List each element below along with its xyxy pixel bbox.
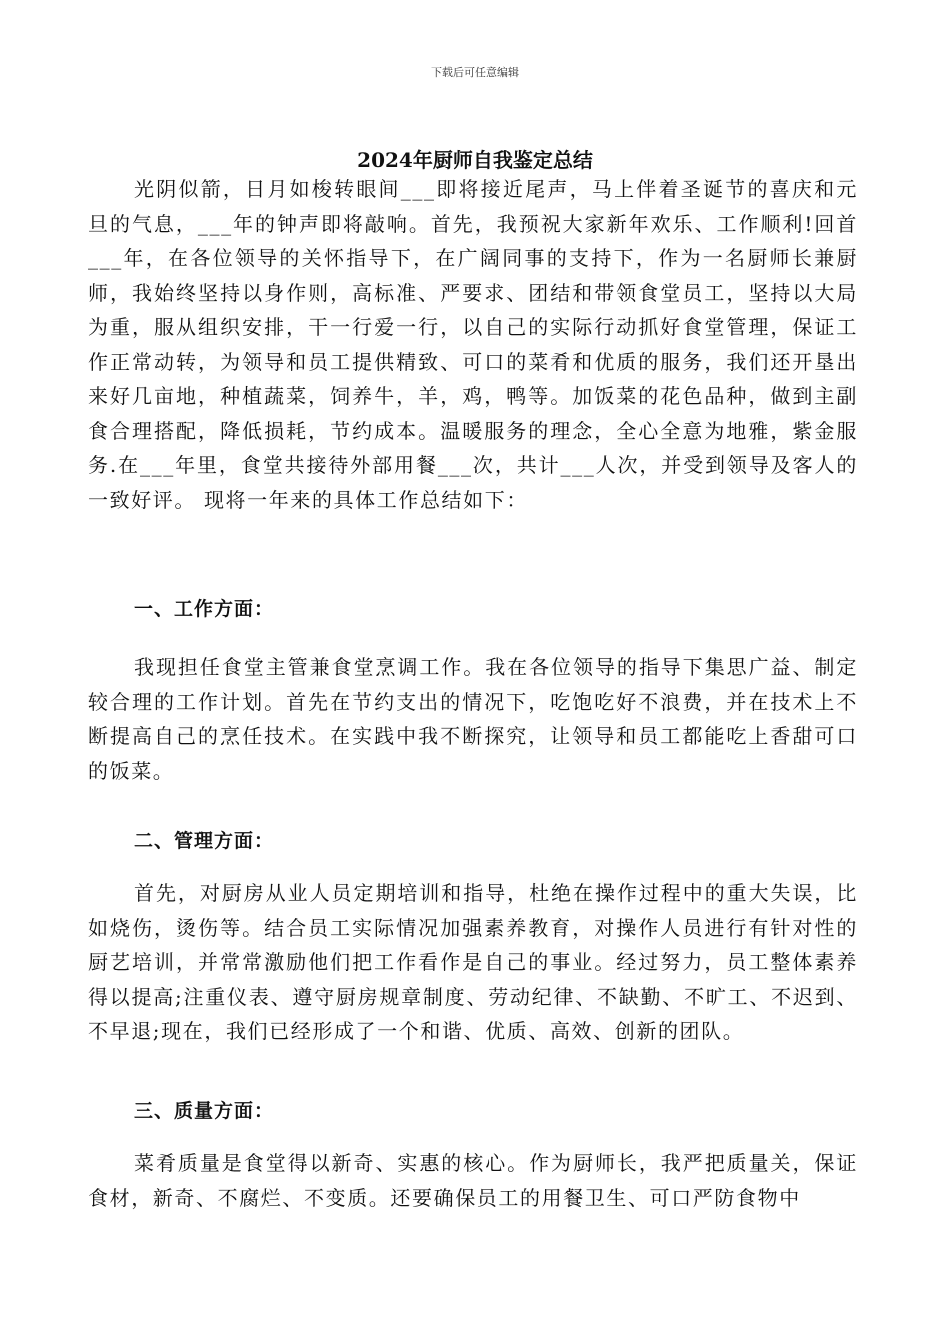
work-paragraph: 我现担任食堂主管兼食堂烹调工作。我在各位领导的指导下集思广益、制定较合理的工作计划。首先在节约支出的情况下，吃饱吃好不浪费，并在技术上不断提高自己的烹任技术。在实践中我不断探究，让领导和员工都能吃上香甜可口的饭菜。 [88,655,858,783]
header-note: 下载后可任意编辑 [431,66,519,79]
intro-paragraph: 光阴似箭，日月如梭转眼间___即将接近尾声，马上伴着圣诞节的喜庆和元旦的气息，___年的钟声即将敲响。首先，我预祝大家新年欢乐、工作顺利!回首___年，在各位领导的关怀指导下，在广阔同事的支持下，作为一名厨师长兼厨师，我始终坚持以身作则，高标准、严要求、团结和带领食堂员工，坚持以大局为重，服从组织安排，干一行爱一行，以自己的实际行动抓好食堂管理，保证工作正常动转，为领导和员工提供精致、可口的菜肴和优质的服务，我们还开垦出来好几亩地，种植蔬菜，饲养牛，羊，鸡，鸭等。加饭菜的花色品种，做到主副食合理搭配，降低损耗，节约成本。温暖服务的理念，全心全意为地雅，紫金服务.在___年里，食堂共接待外部用餐___次，共计___人次，并受到领导及客人的一致好评。 现将一年来的具体工作总结如下： [88,177,858,512]
section-heading-work: 一、工作方面： [134,598,275,620]
section-heading-quality: 三、质量方面： [134,1100,275,1122]
section-heading-management: 二、管理方面： [134,830,275,852]
document-title: 2024年厨师自我鉴定总结 [357,148,593,172]
quality-paragraph: 菜肴质量是食堂得以新奇、实惠的核心。作为厨师长，我严把质量关，保证食材，新奇、不腐烂、不变质。还要确保员工的用餐卫生、可口严防食物中 [88,1151,858,1210]
management-paragraph: 首先，对厨房从业人员定期培训和指导，杜绝在操作过程中的重大失误，比如烧伤，烫伤等。结合员工实际情况加强素养教育，对操作人员进行有针对性的厨艺培训，并常常激励他们把工作看作是自己的事业。经过努力，员工整体素养得以提高;注重仪表、遵守厨房规章制度、劳动纪律、不缺勤、不旷工、不迟到、不早退;现在，我们已经形成了一个和谐、优质、高效、创新的团队。 [88,881,858,1043]
